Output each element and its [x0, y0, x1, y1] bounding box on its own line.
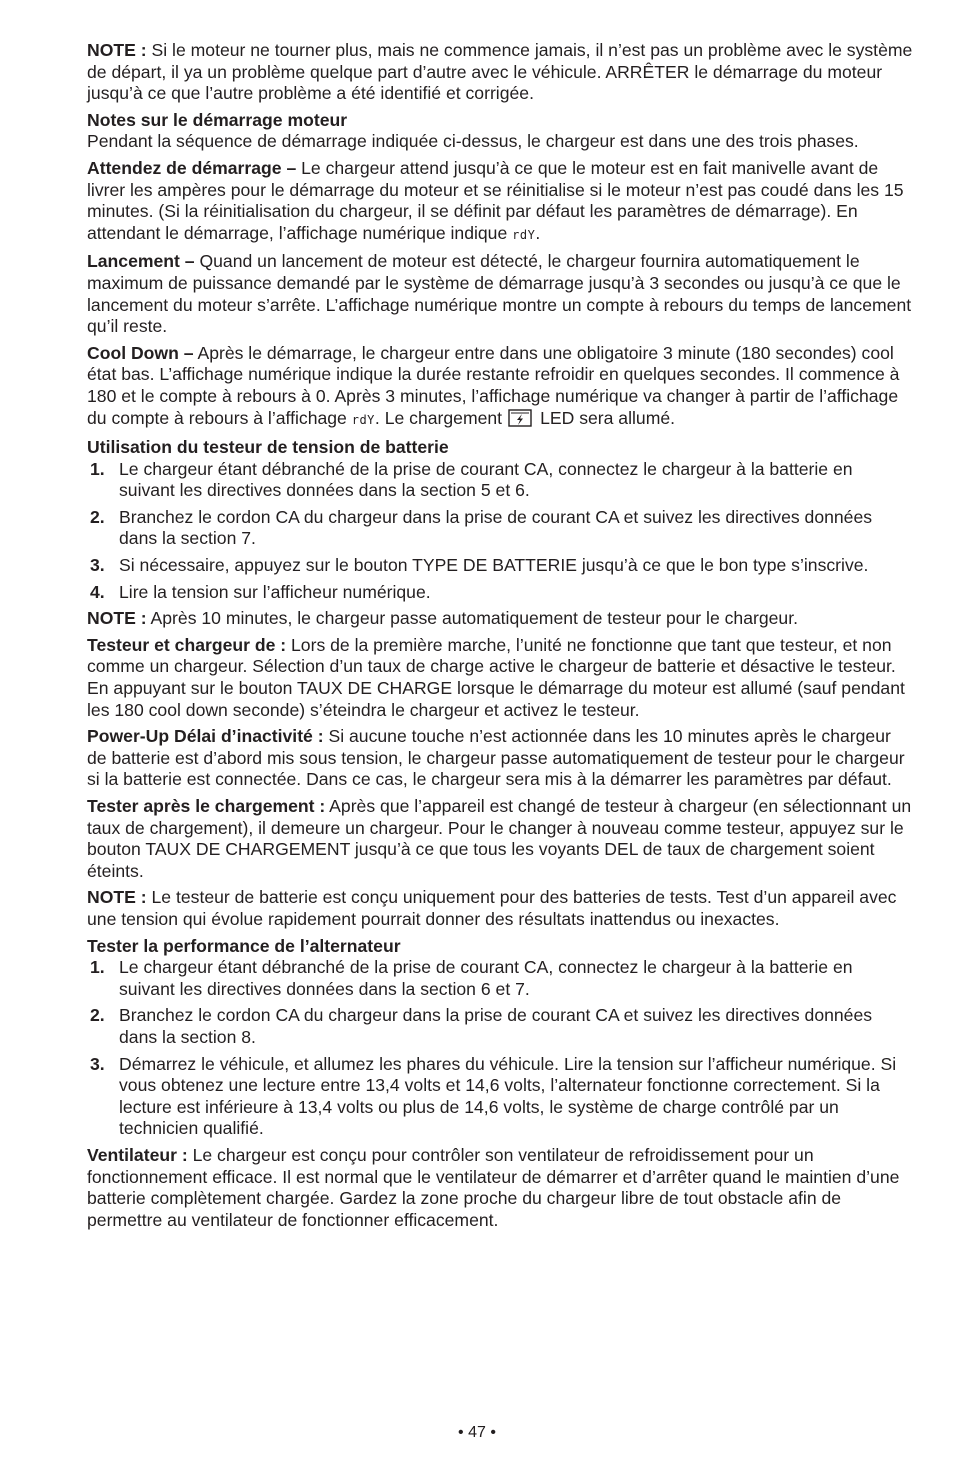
wait-start-text: Le chargeur attend jusqu’à ce que le moteur est en fait manivelle avant de livrer les ampères pour le démarrage du moteur et se réinitialise si le moteur n’est pas coudé dans les 15 minutes. (Si la réinitialisation du chargeur, il se définit par défaut les paramètres de démarrage). En attendant le démarrage, l’affichage numérique indique	[87, 157, 904, 243]
test-after-charging-paragraph	[87, 796, 913, 882]
engine-start-notes-text: Pendant la séquence de démarrage indiquée ci-dessus, le chargeur est dans une des trois phases.	[87, 131, 859, 152]
note-text: Si le moteur ne tourner plus, mais ne commence jamais, il n’est pas un problème avec le système de départ, il ya un problème quelque part d’autre avec le véhicule. ARRÊTER le démarrage du moteur jusqu’à ce que l’autre problème a été identifié et corrigée.	[87, 40, 913, 104]
display-rdy-readout: rdY	[351, 412, 375, 427]
list-item-text: Lire la tension sur l’afficheur numérique.	[119, 581, 431, 602]
wait-start-label: Attendez de démarrage –	[87, 157, 297, 178]
document-body	[87, 40, 913, 1236]
note-label: NOTE :	[87, 40, 147, 60]
list-item	[87, 582, 913, 604]
list-item	[87, 459, 913, 502]
tester-charger-text: Lors de la première marche, l’unité ne fonctionne que tant que testeur, et non comme un chargeur. Sélection d’un taux de charge active le chargeur de batterie et désactive le testeur. En appuyant sur le bouton TAUX DE CHARGE lorsque le démarrage du moteur est allumé (sauf pendant les 180 cool down seconde) s’éteindra le chargeur et activez le testeur.	[87, 634, 905, 720]
power-up-text: Si aucune touche n’est actionnée dans les 10 minutes après le chargeur de batterie est d’abord mis sous tension, le chargeur passe automatiquement de testeur pour le chargeur si la batterie est connectée. Dans ce cas, le chargeur sera mis à la démarrer les paramètres par défaut.	[87, 726, 905, 790]
power-up-paragraph	[87, 726, 913, 791]
list-item	[87, 957, 913, 1000]
list-item	[87, 1005, 913, 1048]
alternator-test-steps	[87, 957, 913, 1140]
page-number: • 47 •	[458, 1424, 496, 1441]
note-label: NOTE :	[87, 887, 147, 908]
list-item-text: Le chargeur étant débranché de la prise de courant CA, connectez le chargeur à la batterie en suivant les directives données dans la section 6 et 7.	[119, 957, 853, 999]
test-after-charging-label: Tester après le chargement :	[87, 796, 326, 816]
list-item-text: Branchez le cordon CA du chargeur dans la prise de courant CA et suivez les directives données dans la section 8.	[119, 1005, 873, 1047]
launch-label: Lancement –	[87, 251, 195, 272]
test-after-charging-text: Après que l’appareil est changé de testeur à chargeur (en sélectionnant un taux de chargement), il demeure un chargeur. Pour le changer à nouveau comme testeur, appuyez sur le bouton TAUX DE CHARGEMENT jusqu’à ce que tous les voyants DEL de taux de chargement soient éteints.	[87, 796, 912, 881]
list-item-text: Le chargeur étant débranché de la prise de courant CA, connectez le chargeur à la batterie en suivant les directives données dans la section 5 et 6.	[119, 458, 853, 501]
list-item-text: Si nécessaire, appuyez sur le bouton TYPE DE BATTERIE jusqu’à ce que le bon type s’inscrive.	[119, 555, 869, 576]
fan-label: Ventilateur :	[87, 1144, 188, 1165]
cool-down-label: Cool Down –	[87, 342, 194, 363]
note-text: Après 10 minutes, le chargeur passe automatiquement de testeur pour le chargeur.	[146, 608, 798, 629]
tester-charger-paragraph	[87, 635, 913, 721]
list-item-number: 3.	[90, 1053, 105, 1074]
display-rdy-readout: rdY	[512, 227, 536, 242]
note-paragraph	[87, 40, 913, 105]
list-item	[87, 555, 913, 577]
note-paragraph	[87, 887, 913, 930]
charging-led-icon	[508, 409, 532, 433]
list-item-text: Démarrez le véhicule, et allumez les phares du véhicule. Lire la tension sur l’afficheur numérique. Si vous obtenez une lecture entre 13,4 volts et 14,6 volts, l’alternateur fonctionne correctement. Si la lecture est inférieure à 13,4 volts ou plus de 14,6 volts, le système de charge contrôlé par un technicien qualifié.	[119, 1053, 897, 1139]
list-item-number: 1.	[90, 458, 105, 479]
wait-start-end: .	[535, 222, 541, 243]
cool-down-end: LED sera allumé.	[540, 407, 676, 428]
list-item-number: 2.	[90, 506, 105, 527]
list-item	[87, 1054, 913, 1140]
note-text: Le testeur de batterie est conçu uniquement pour des batteries de tests. Test d’un appareil avec une tension qui évolue rapidement pourrait donner des résultats inattendus ou inexactes.	[87, 887, 897, 929]
list-item	[87, 507, 913, 550]
list-item-text: Branchez le cordon CA du chargeur dans la prise de courant CA et suivez les directives données dans la section 7.	[119, 506, 873, 549]
cool-down-text: Après le démarrage, le chargeur entre dans une obligatoire 3 minute (180 secondes) cool état bas. L’affichage numérique indique la durée restante refroidir en quelques secondes. Il commence à 180 et le compte à rebours à 0. Après 3 minutes, l’affichage numérique va changer à partir de l’affichage du compte à rebours à l’affichage	[87, 342, 900, 428]
list-item-number: 3.	[90, 555, 105, 576]
wait-start-paragraph	[87, 158, 913, 246]
voltage-tester-steps	[87, 459, 913, 604]
note-label: NOTE :	[87, 608, 147, 629]
fan-paragraph	[87, 1145, 913, 1231]
list-item-number: 2.	[90, 1005, 105, 1026]
section-heading-alternator-test: Tester la performance de l’alternateur	[87, 935, 401, 956]
section-heading-engine-start-notes: Notes sur le démarrage moteur	[87, 109, 348, 130]
launch-paragraph	[87, 251, 913, 337]
section-heading-voltage-tester: Utilisation du testeur de tension de batterie	[87, 437, 449, 458]
list-item-number: 1.	[90, 957, 105, 978]
tester-charger-label: Testeur et chargeur de :	[87, 634, 287, 655]
note-paragraph	[87, 608, 913, 630]
cool-down-mid: . Le chargement	[374, 407, 503, 428]
power-up-label: Power-Up Délai d’inactivité :	[87, 726, 324, 747]
cool-down-paragraph	[87, 343, 913, 432]
launch-text: Quand un lancement de moteur est détecté, le chargeur fournira automatiquement le maximum de puissance demandé par le système de démarrage jusqu’à 3 secondes ou jusqu’à ce que le lancement du moteur s’arrête. L’affichage numérique montre un compte à rebours du temps de lancement qu’il reste.	[87, 251, 912, 337]
fan-text: Le chargeur est conçu pour contrôler son ventilateur de refroidissement pour un fonctionnement efficace. Il est normal que le ventilateur de démarrer et d’arrêter quand le maintien d’une batterie complètement chargée. Gardez la zone proche du chargeur libre de tout obstacle afin de permettre au ventilateur de fonctionner efficacement.	[87, 1144, 900, 1230]
list-item-number: 4.	[90, 581, 105, 602]
